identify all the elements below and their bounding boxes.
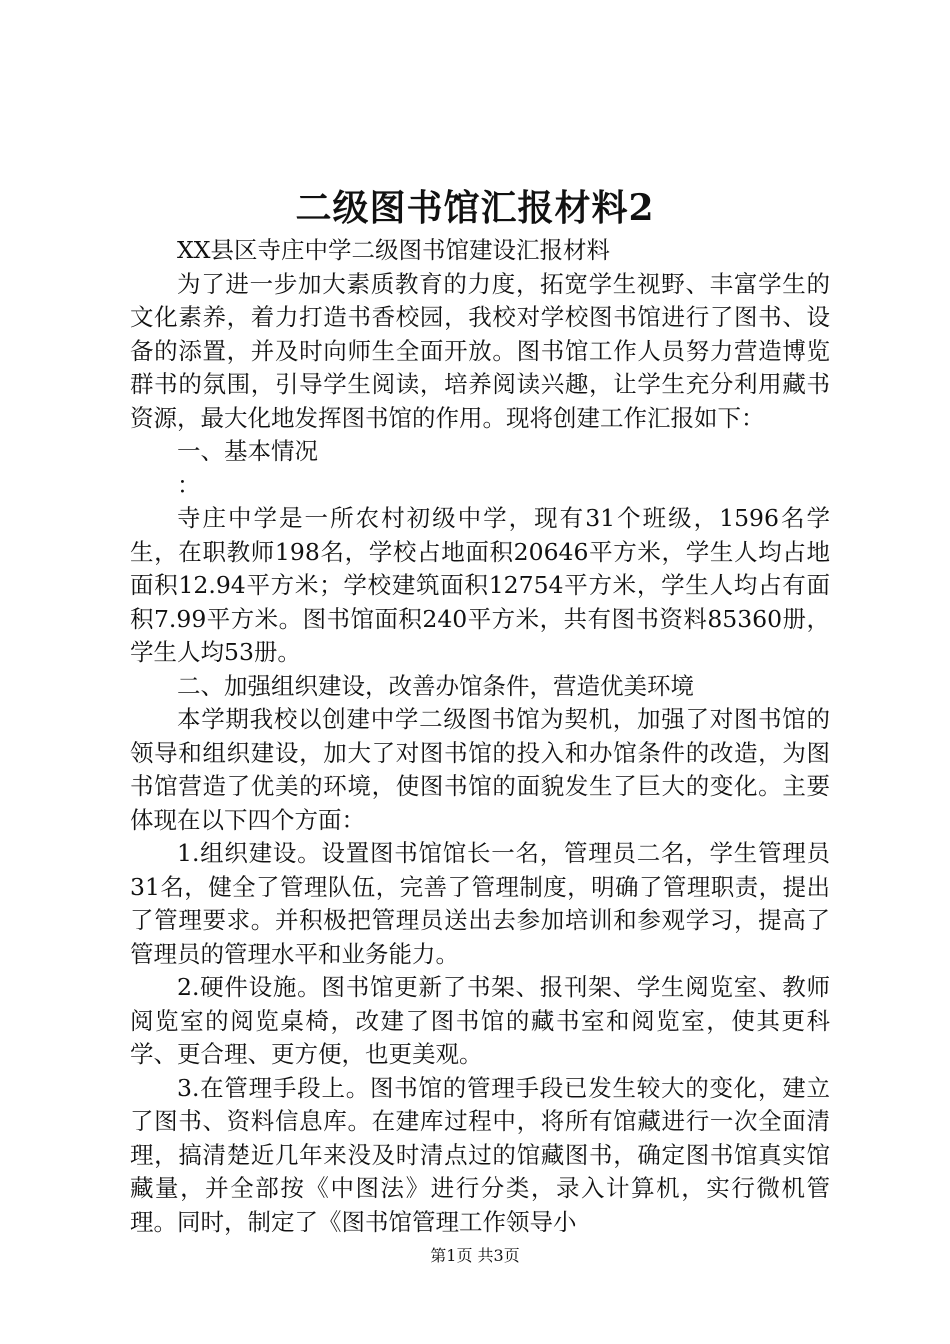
document-body bbox=[130, 234, 830, 1239]
body-paragraph: 1.组织建设。设置图书馆馆长一名，管理员二名，学生管理员31名，健全了管理队伍，完善了管理制度，明确了管理职责，提出了管理要求。并积极把管理员送出去参加培训和参观学习，提高了管理员的管理水平和业务能力。 bbox=[130, 839, 830, 968]
page-footer: 第1页 共3页 bbox=[430, 1246, 520, 1265]
subtitle-paragraph: XX县区寺庄中学二级图书馆建设汇报材料 bbox=[177, 236, 610, 264]
section-heading: 一、基本情况 bbox=[177, 437, 318, 465]
body-paragraph: 为了进一步加大素质教育的力度，拓宽学生视野、丰富学生的文化素养，着力打造书香校园，我校对学校图书馆进行了图书、设备的添置，并及时向师生全面开放。图书馆工作人员努力营造博览群书的氛围，引导学生阅读，培养阅读兴趣，让学生充分利用藏书资源，最大化地发挥图书馆的作用。现将创建工作汇报如下： bbox=[130, 269, 830, 432]
body-paragraph: 3.在管理手段上。图书馆的管理手段已发生较大的变化，建立了图书、资料信息库。在建库过程中，将所有馆藏进行一次全面清理，搞清楚近几年来没及时清点过的馆藏图书，确定图书馆真实馆藏量，并全部按《中图法》进行分类，录入计算机，实行微机管理。同时，制定了《图书馆管理工作领导小 bbox=[130, 1073, 830, 1236]
document-title: 二级图书馆汇报材料2 bbox=[295, 187, 655, 229]
body-paragraph: 本学期我校以创建中学二级图书馆为契机，加强了对图书馆的领导和组织建设，加大了对图书馆的投入和办馆条件的改造，为图书馆营造了优美的环境，使图书馆的面貌发生了巨大的变化。主要体现在以下四个方面： bbox=[130, 705, 830, 834]
body-paragraph: 2.硬件设施。图书馆更新了书架、报刊架、学生阅览室、教师阅览室的阅览桌椅，改建了图书馆的藏书室和阅览室，使其更科学、更合理、更方便，也更美观。 bbox=[130, 973, 830, 1068]
section-heading: 二、加强组织建设，改善办馆条件，营造优美环境 bbox=[177, 671, 694, 700]
body-paragraph: 寺庄中学是一所农村初级中学，现有31个班级，1596名学生，在职教师198名，学校占地面积20646平方米，学生人均占地面积12.94平方米；学校建筑面积12754平方米，学生人均占有面积7.99平方米。图书馆面积240平方米，共有图书资料85360册，学生人均53册。 bbox=[130, 504, 830, 666]
body-paragraph: ： bbox=[177, 470, 201, 499]
